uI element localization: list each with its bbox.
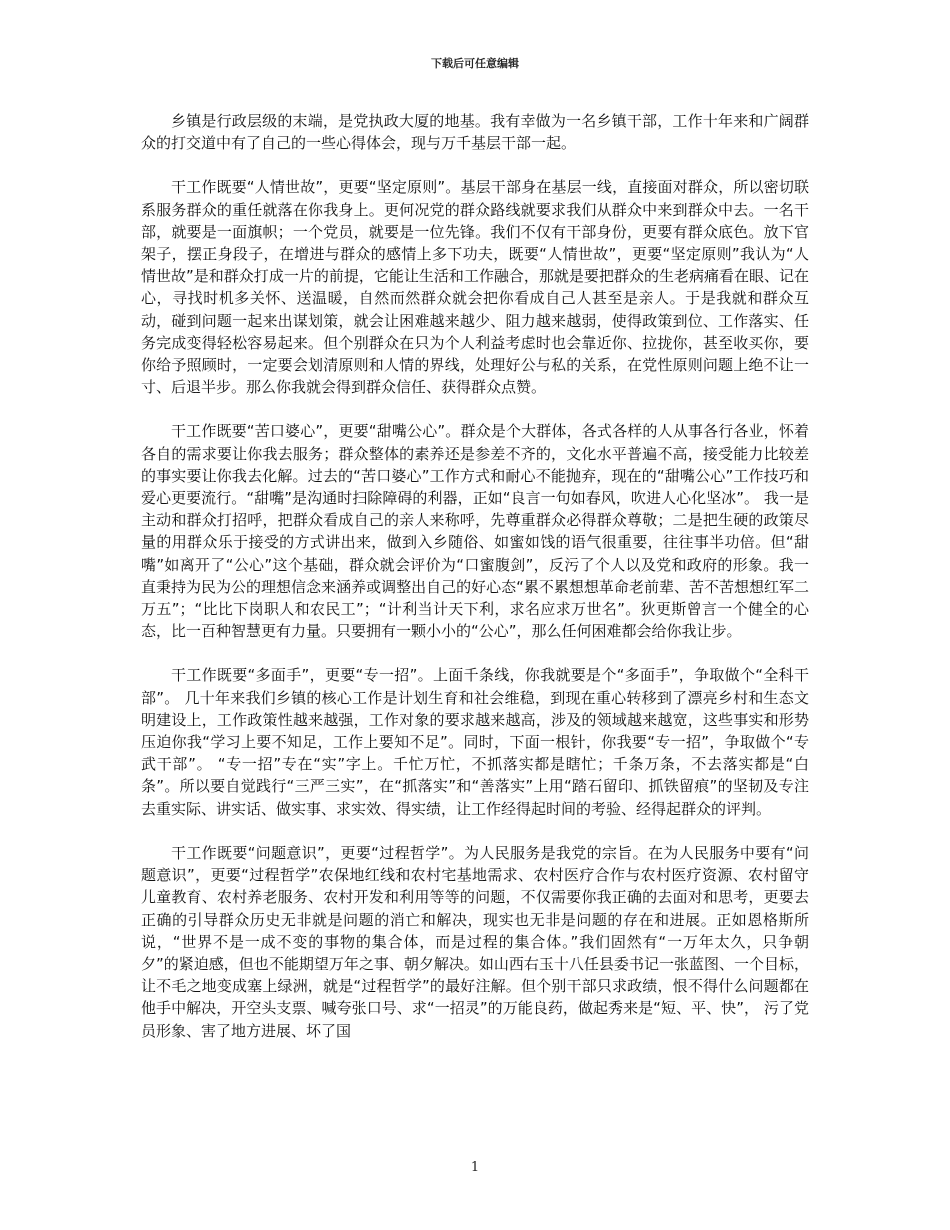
- paragraph-renqing-shigu: 干工作既要“人情世故”，更要“坚定原则”。基层干部身在基层一线，直接面对群众，所以密切联系服务群众的重任就落在你我身上。更何况党的群众路线就要求我们从群众中来到群众中去。一名干部，就要是一面旗帜；一个党员，就要是一位先锋。我们不仅有干部身份，更要有群众底色。放下官架子，摆正身段子，在增进与群众的感情上多下功夫，既要“人情世故”，更要“坚定原则”我认为“人情世故”是和群众打成一片的前提，它能让生活和工作融合，那就是要把群众的生老病痛看在眼、记在心，寻找时机多关怀、送温暖，自然而然群众就会把你看成自己人甚至是亲人。于是我就和群众互动，碰到问题一起来出谋划策，就会让困难越来越少、阻力越来越弱，使得政策到位、工作落实、任务完成变得轻松容易起来。但个别群众在只为个人利益考虑时也会靠近你、拉拢你，甚至收买你，要你给予照顾时，一定要会划清原则和人情的界线，处理好公与私的关系，在党性原则问题上绝不让一寸、后退半步。那么你我就会得到群众信任、获得群众点赞。: [141, 178, 809, 397]
- paragraph-wenti-yishi: 干工作既要“问题意识”，更要“过程哲学”。为人民服务是我党的宗旨。在为人民服务中要有“问题意识”，更要“过程哲学”农保地红线和农村宅基地需求、农村医疗合作与农村医疗资源、农村留守儿童教育、农村养老服务、农村开发和利用等等的问题，不仅需要你我正确的去面对和思考，更要去正确的引导群众历史无非就是问题的消亡和解决，现实也无非是问题的存在和进展。正如恩格斯所说，“世界不是一成不变的事物的集合体，而是过程的集合体。”我们固然有“一万年太久，只争朝夕”的紧迫感，但也不能期望万年之事、朝夕解决。如山西右玉十八任县委书记一张蓝图、一个目标，让不毛之地变成塞上绿洲，就是“过程哲学”的最好注解。但个别干部只求政绩，恨不得什么问题都在他手中解决，开空头支票、喊夸张口号、求“一招灵”的万能良药，做起秀来是“短、平、快”， 污了党员形象、害了地方进展、坏了国: [141, 843, 809, 1040]
- document-body: [141, 110, 809, 1064]
- paragraph-duomianshou: 干工作既要“多面手”，更要“专一招”。上面千条线，你我就要是个“多面手”，争取做个“全科干部”。 几十年来我们乡镇的核心工作是计划生育和社会维稳，到现在重心转移到了漂亮乡村和生态文明建设上，工作政策性越来越强，工作对象的要求越来越高，涉及的领域越来越宽，这些事实和形势压迫你我“学习上要不知足，工作上要知不足”。同时，下面一根针，你我要“专一招”，争取做个“专武干部”。 “专一招”专在“实”字上。千忙万忙，不抓落实都是瞎忙；千条万条，不去落实都是“白条”。所以要自觉践行“三严三实”，在“抓落实”和“善落实”上用“踏石留印、抓铁留痕”的坚韧及专注去重实际、讲实话、做实事、求实效、得实绩，让工作经得起时间的考验、经得起群众的评判。: [141, 666, 809, 818]
- page-header: 下载后可任意编辑: [431, 57, 519, 70]
- page-number: 1: [470, 1160, 480, 1175]
- paragraph-kukou-poxin: 干工作既要“苦口婆心”，更要“甜嘴公心”。群众是个大群体，各式各样的人从事各行各业，怀着各自的需求要让你我去服务；群众整体的素养还是参差不齐的，文化水平普遍不高，接受能力比较差的事实要让你我去化解。过去的“苦口婆心”工作方式和耐心不能抛弃，现在的“甜嘴公心”工作技巧和爱心更要流行。“甜嘴”是沟通时扫除障碍的利器，正如“良言一句如春风，吹进人心化坚冰”。 我一是主动和群众打招呼，把群众看成自己的亲人来称呼，先尊重群众必得群众尊敬；二是把生硬的政策尽量的用群众乐于接受的方式讲出来，做到入乡随俗、如蜜如饯的语气很重要，往往事半功倍。但“甜嘴”如离开了“公心”这个基础，群众就会评价为“口蜜腹剑”，反污了个人以及党和政府的形象。我一直秉持为民为公的理想信念来涵养或调整出自己的好心态“累不累想想革命老前辈、苦不苦想想红军二万五”；“比比下岗职人和农民工”；“计利当计天下利，求名应求万世名”。狄更斯曾言一个健全的心态，比一百种智慧更有力量。只要拥有一颗小小的“公心”，那么任何困难都会给你我让步。: [141, 422, 809, 641]
- paragraph-intro: 乡镇是行政层级的末端，是党执政大厦的地基。我有幸做为一名乡镇干部，工作十年来和广阔群众的打交道中有了自己的一些心得体会，现与万千基层干部一起。: [141, 112, 809, 153]
